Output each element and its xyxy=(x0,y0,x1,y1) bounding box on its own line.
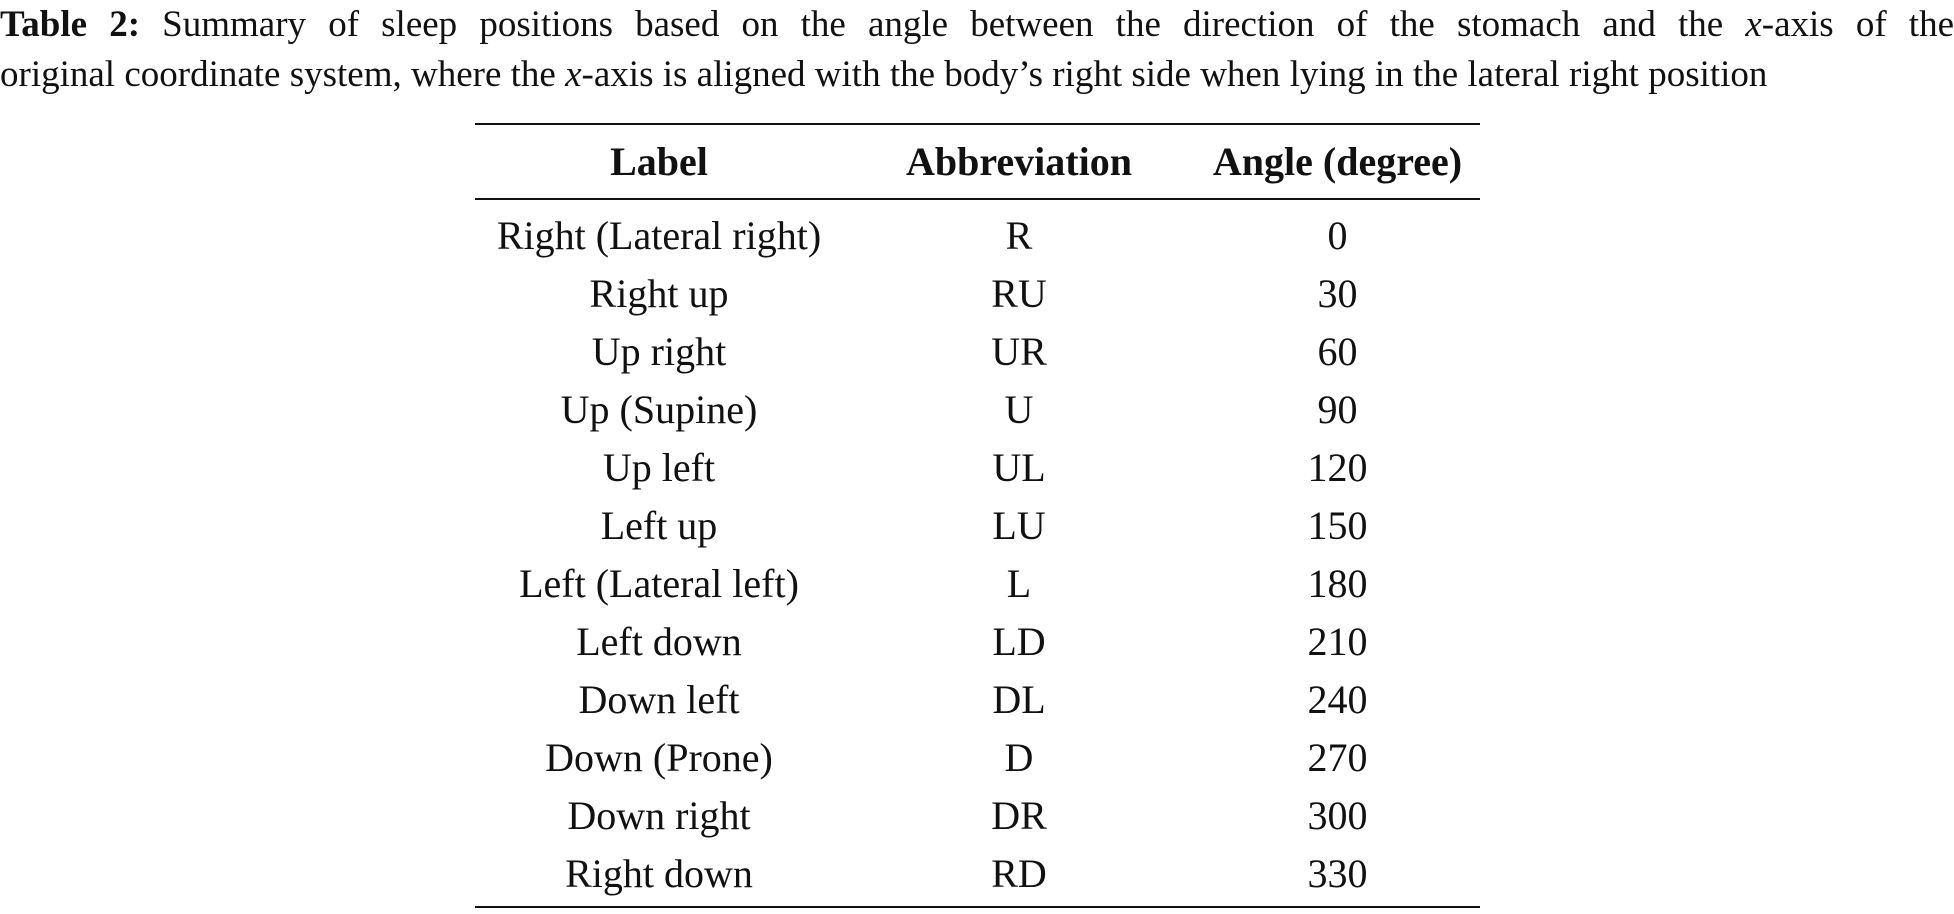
cell-angle: 150 xyxy=(1307,502,1368,548)
cell-label: Down left xyxy=(578,676,740,722)
caption-text-1b: -axis of the xyxy=(1761,4,1954,45)
header-label: Label xyxy=(610,139,708,184)
cell-angle: 270 xyxy=(1307,734,1368,780)
cell-label: Up left xyxy=(602,444,716,490)
cell-angle: 30 xyxy=(1317,270,1358,316)
table-body xyxy=(475,199,1480,907)
cell-label: Left down xyxy=(576,618,742,664)
header-abbreviation: Abbreviation xyxy=(906,139,1132,184)
table-row xyxy=(475,438,1480,496)
cell-label: Up (Supine) xyxy=(560,386,758,432)
table-caption xyxy=(0,0,1954,100)
cell-label: Left (Lateral left) xyxy=(519,560,799,606)
sleep-position-table-container xyxy=(475,123,1480,908)
caption-line-1 xyxy=(0,0,1954,50)
cell-abbreviation: DL xyxy=(992,676,1046,722)
cell-abbreviation: R xyxy=(1005,212,1033,258)
cell-angle: 180 xyxy=(1307,560,1368,606)
caption-text-1a: Summary of sleep positions based on the angle between the direction of the stomach and the xyxy=(140,4,1746,45)
caption-line-2 xyxy=(0,50,1954,100)
cell-angle: 60 xyxy=(1317,328,1358,374)
cell-label: Right down xyxy=(565,850,753,896)
cell-abbreviation: UL xyxy=(992,444,1046,490)
cell-label: Left up xyxy=(600,502,718,548)
cell-angle: 0 xyxy=(1327,212,1348,258)
header-angle: Angle (degree) xyxy=(1212,139,1463,184)
table-row xyxy=(475,844,1480,907)
table-row xyxy=(475,199,1480,264)
caption-text-2a: original coordinate system, where the xyxy=(0,54,566,95)
cell-abbreviation: D xyxy=(1004,734,1034,780)
caption-label: Table 2: xyxy=(0,4,141,45)
table-row xyxy=(475,322,1480,380)
caption-text-2b: -axis is aligned with the body’s right side when lying in the lateral right position xyxy=(581,54,1768,95)
table-row xyxy=(475,380,1480,438)
cell-abbreviation: L xyxy=(1006,560,1032,606)
cell-abbreviation: RD xyxy=(991,850,1047,896)
cell-label: Right (Lateral right) xyxy=(496,212,822,258)
header-row xyxy=(475,124,1480,199)
cell-label: Down right xyxy=(567,792,751,838)
cell-angle: 120 xyxy=(1307,444,1368,490)
caption-x-variable-1: x xyxy=(1745,4,1762,45)
cell-angle: 300 xyxy=(1307,792,1368,838)
cell-abbreviation: LD xyxy=(992,618,1046,664)
cell-label: Down (Prone) xyxy=(545,734,773,780)
caption-x-variable-2: x xyxy=(565,54,582,95)
cell-angle: 240 xyxy=(1307,676,1368,722)
cell-abbreviation: LU xyxy=(992,502,1046,548)
cell-abbreviation: UR xyxy=(991,328,1047,374)
sleep-position-table xyxy=(475,123,1480,908)
table-row xyxy=(475,612,1480,670)
cell-angle: 330 xyxy=(1307,850,1368,896)
table-row xyxy=(475,264,1480,322)
cell-abbreviation: RU xyxy=(991,270,1047,316)
table-row xyxy=(475,728,1480,786)
cell-abbreviation: U xyxy=(1004,386,1034,432)
table-header xyxy=(475,124,1480,199)
cell-label: Up right xyxy=(591,328,727,374)
table-row xyxy=(475,496,1480,554)
table-row xyxy=(475,670,1480,728)
table-row xyxy=(475,554,1480,612)
cell-label: Right up xyxy=(589,270,729,316)
table-row xyxy=(475,786,1480,844)
cell-abbreviation: DR xyxy=(991,792,1047,838)
cell-angle: 90 xyxy=(1317,386,1358,432)
cell-angle: 210 xyxy=(1307,618,1368,664)
